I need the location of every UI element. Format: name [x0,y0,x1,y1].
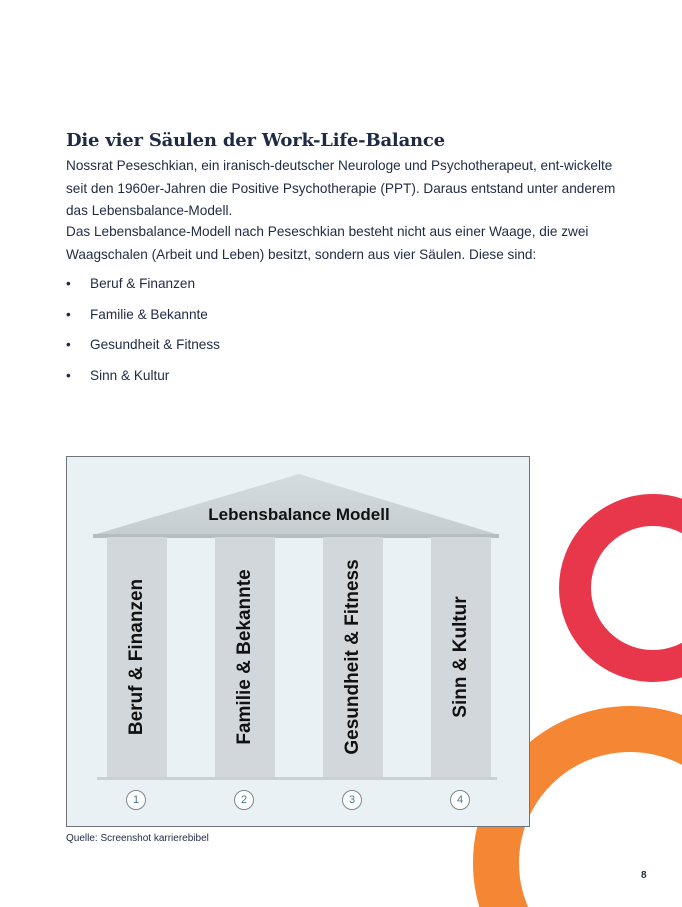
list-item-text: Sinn & Kultur [90,367,170,383]
pillar-familie [215,537,275,777]
bullet-dot: • [66,306,71,322]
pillar-number: 3 [342,790,362,810]
intro-paragraph: Nossrat Peseschkian, ein iranisch-deutscher Neurologe und Psychotherapeut, ent-wickelte seit den 1960er-Jahren die Positive Psychotherapie (PPT). Daraus entstand unter anderem das Lebensbalance-Modell. [66,158,616,218]
pillar-label: Familie & Bekannte [234,569,255,745]
red-ring [575,510,682,666]
pillar-number: 1 [126,790,146,810]
lebensbalance-model-figure [66,456,530,827]
pillar-list [66,273,220,395]
list-item-text: Familie & Bekannte [90,306,208,322]
page-number: 8 [641,870,647,881]
figure-caption: Quelle: Screenshot karrierebibel [66,833,209,844]
pillar-beruf [107,537,167,777]
model-paragraph: Das Lebensbalance-Modell nach Peseschkian besteht nicht aus einer Waage, die zwei Waagschalen (Arbeit und Leben) besitzt, sondern aus vier Säulen. Diese sind: [66,224,589,262]
page-title: Die vier Säulen der Work-Life-Balance [66,130,445,151]
list-item [66,273,220,304]
pillar-number: 2 [234,790,254,810]
bullet-dot: • [66,367,71,383]
list-item [66,334,220,365]
list-item-text: Gesundheit & Fitness [90,337,220,352]
list-item [66,365,220,396]
pillar-sinn [431,537,491,777]
floor-line [97,777,497,780]
pillar-label: Gesundheit & Fitness [342,559,363,755]
bullet-dot: • [66,337,71,352]
list-item [66,304,220,335]
pillar-label: Sinn & Kultur [450,596,471,718]
roof-label: Lebensbalance Modell [208,505,390,524]
pillar-number: 4 [450,790,470,810]
bullet-dot: • [66,276,71,291]
pillar-label: Beruf & Finanzen [126,578,147,736]
list-item-text: Beruf & Finanzen [90,276,196,291]
pillar-gesundheit [323,537,383,777]
